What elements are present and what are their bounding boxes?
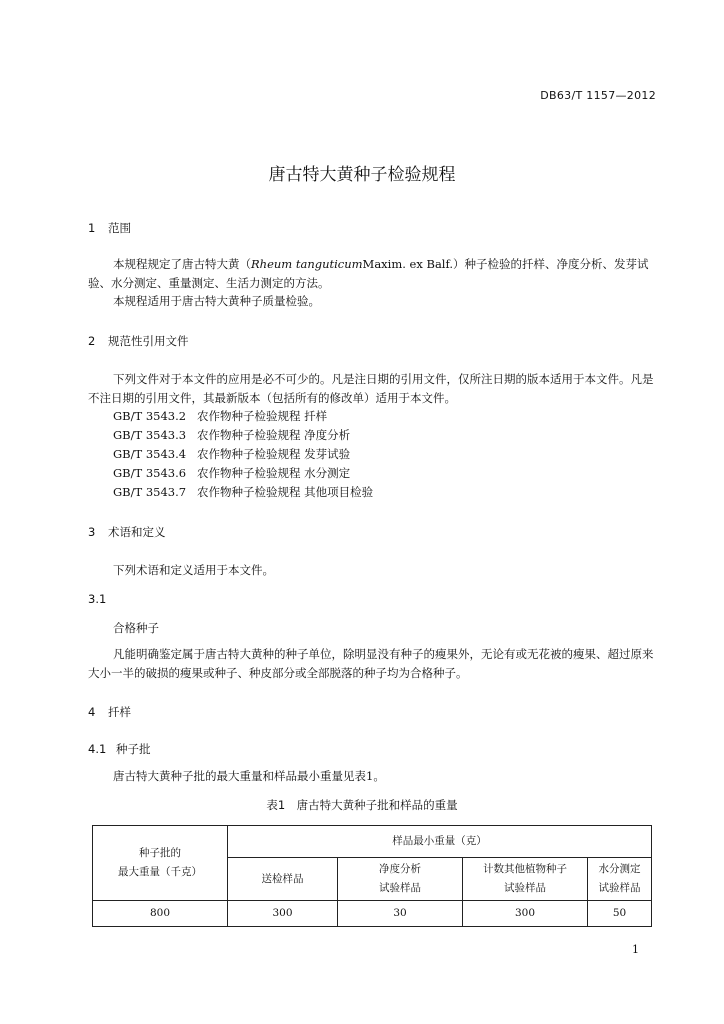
ref-code: GB/T 3543.4 [113, 447, 187, 461]
section-number: 3 [88, 525, 96, 539]
table-cell: 300 [228, 901, 338, 927]
subsection-number: 4.1 [88, 742, 107, 756]
header-moisture [588, 858, 652, 901]
seed-lot-weight-table [92, 825, 652, 927]
header-text: 种子批的 [139, 847, 181, 859]
table-caption: 表1 唐古特大黄种子批和样品的重量 [266, 798, 458, 812]
section-title: 规范性引用文件 [108, 334, 189, 348]
section-title: 范围 [108, 221, 131, 235]
term-name: 合格种子 [113, 621, 159, 635]
section-number: 2 [88, 334, 96, 348]
ref-item [113, 484, 373, 500]
terms-intro: 下列术语和定义适用于本文件。 [113, 563, 274, 577]
section-1-heading [88, 220, 131, 236]
table-cell: 300 [463, 901, 588, 927]
scope-text-a: 本规程规定了唐古特大黄（ [113, 257, 251, 271]
refs-intro: 下列文件对于本文件的应用是必不可少的。凡是注日期的引用文件，仅所注日期的版本适用于本文件。凡是不注日期的引用文件，其最新版本（包括所有的修改单）适用于本文件。 [88, 372, 654, 405]
ref-code: GB/T 3543.2 [113, 409, 187, 423]
ref-name: 农作物种子检验规程 其他项目检验 [197, 485, 374, 499]
table-cell: 30 [338, 901, 463, 927]
ref-name: 农作物种子检验规程 发芽试验 [197, 447, 351, 461]
latin-name: Rheum tanguticum [251, 257, 363, 271]
header-text: 计数其他植物种子 [483, 863, 567, 875]
page-title: 唐古特大黄种子检验规程 [268, 165, 456, 185]
header-text: 试验样品 [379, 882, 421, 894]
scope-paragraph-1 [88, 255, 658, 292]
scope-text-b: Maxim. ex Balf.）种子检验的扦样、净度分析、发芽试验、水分测定、重量测定、生活力测定的方法。 [88, 257, 649, 290]
ref-code: GB/T 3543.3 [113, 428, 187, 442]
section-4-heading [88, 704, 131, 720]
table-row [93, 901, 652, 927]
header-text: 试验样品 [598, 882, 641, 894]
subsection-4-1-heading [88, 741, 151, 757]
header-lot-weight [93, 826, 228, 901]
header-purity [338, 858, 463, 901]
header-text: 试验样品 [504, 882, 546, 894]
ref-code: GB/T 3543.6 [113, 466, 187, 480]
term-definition: 凡能明确鉴定属于唐古特大黄种的种子单位，除明显没有种子的瘦果外，无论有或无花被的瘦果、超过原来大小一半的破损的瘦果或种子、种皮部分或全部脱落的种子均为合格种子。 [88, 647, 654, 680]
table-cell: 800 [93, 901, 228, 927]
ref-name: 农作物种子检验规程 水分测定 [197, 466, 351, 480]
ref-code: GB/T 3543.7 [113, 485, 187, 499]
header-text: 水分测定 [598, 863, 641, 875]
section-title: 术语和定义 [108, 525, 166, 539]
section-number: 1 [88, 221, 96, 235]
header-sample-weight: 样品最小重量（克） [228, 826, 652, 858]
ref-name: 农作物种子检验规程 扦样 [197, 409, 328, 423]
ref-item [113, 408, 327, 424]
sampling-text: 唐古特大黄种子批的最大重量和样品最小重量见表1。 [113, 769, 385, 783]
page-number: 1 [632, 943, 639, 956]
ref-item [113, 465, 350, 481]
header-text: 最大重量（千克） [118, 866, 202, 878]
header-text: 净度分析 [379, 863, 421, 875]
standard-code: DB63/T 1157—2012 [540, 89, 656, 102]
ref-item [113, 427, 350, 443]
header-other-seeds [463, 858, 588, 901]
scope-paragraph-2: 本规程适用于唐古特大黄种子质量检验。 [113, 294, 320, 308]
section-number: 4 [88, 705, 96, 719]
subsection-title: 种子批 [116, 742, 151, 756]
section-2-heading [88, 333, 189, 349]
section-title: 扦样 [108, 705, 131, 719]
table-cell: 50 [588, 901, 652, 927]
ref-name: 农作物种子检验规程 净度分析 [197, 428, 351, 442]
ref-item [113, 446, 350, 462]
header-submitted-sample: 送检样品 [228, 858, 338, 901]
subsection-3-1-number: 3.1 [88, 592, 107, 606]
section-3-heading [88, 524, 166, 540]
